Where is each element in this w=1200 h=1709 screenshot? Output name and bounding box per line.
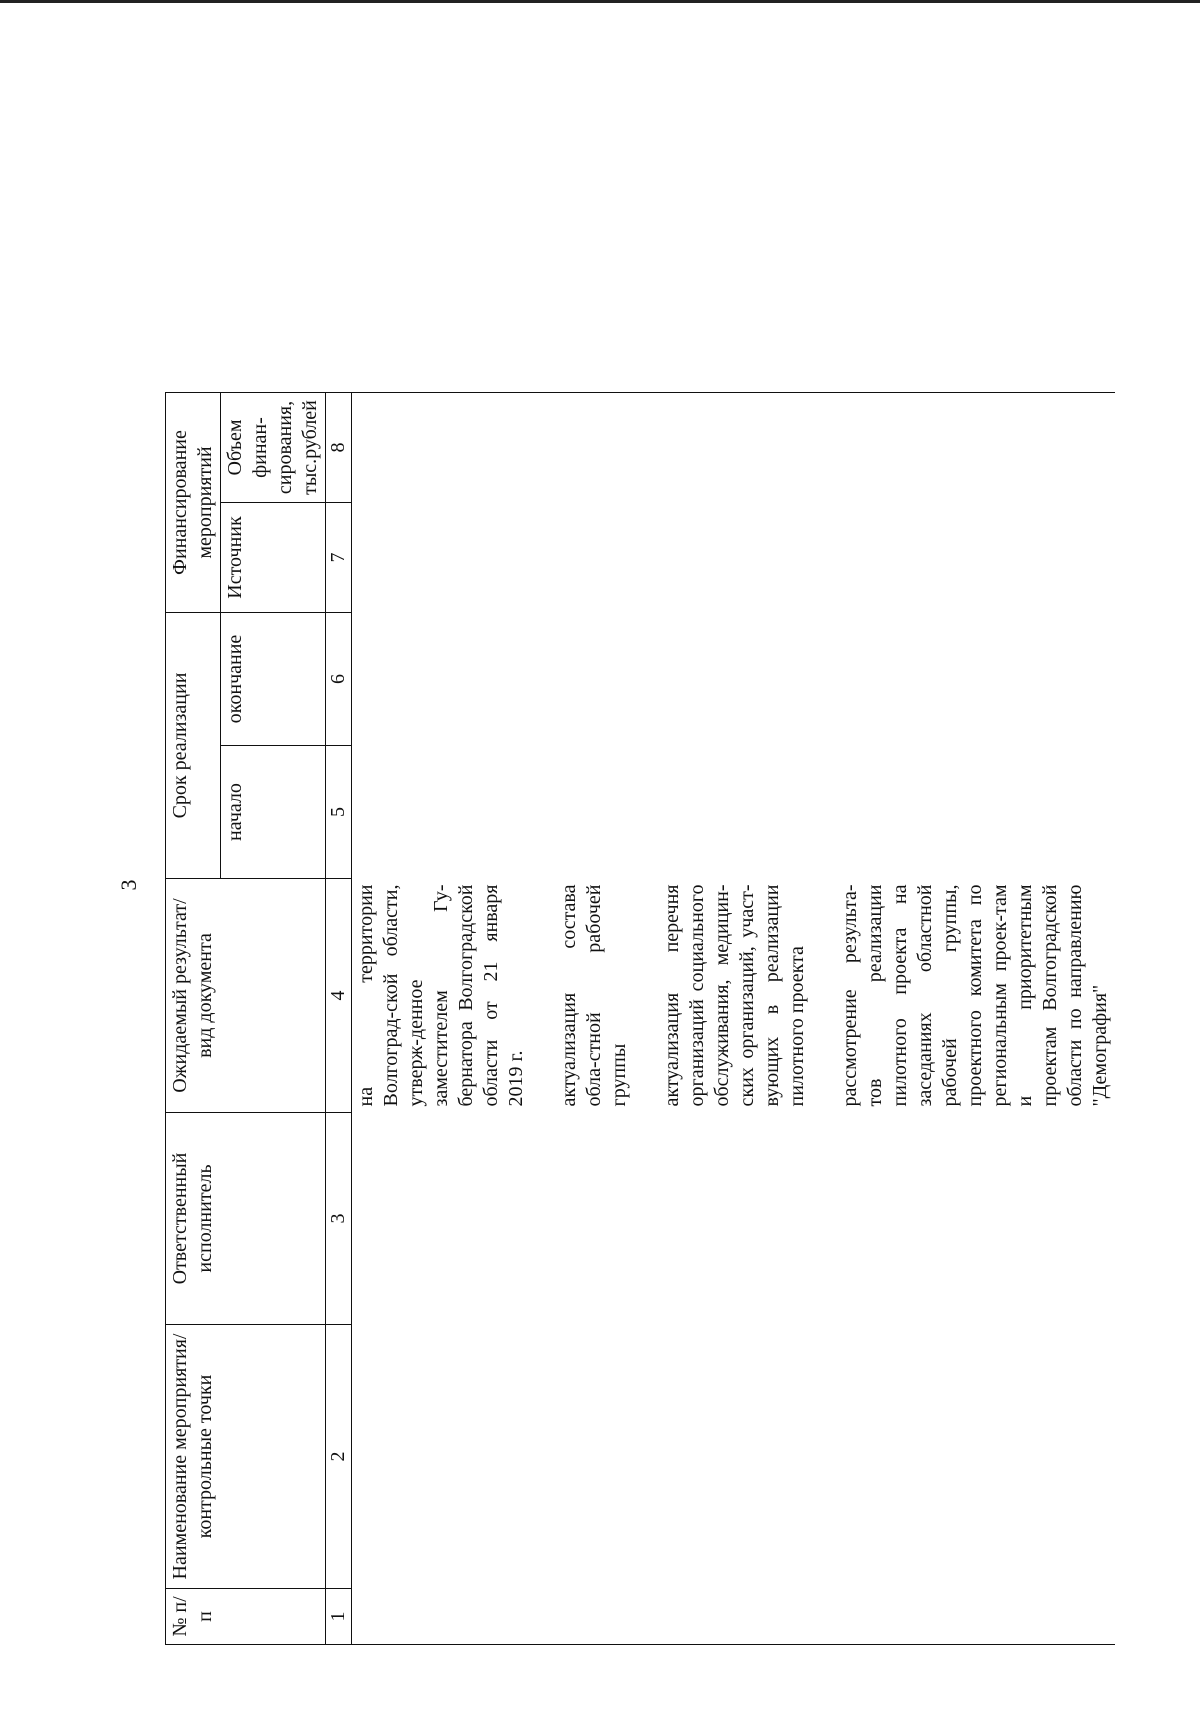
result-text: на территории Волгоград-ской области, утверж-денное заместителем Гу-бернатора Волгоградской области от 21 января 2019 г.: [355, 884, 527, 1107]
cell-empty: [352, 393, 1116, 503]
column-numbers-row: [326, 393, 352, 1645]
header-num: № п/п: [166, 1589, 326, 1645]
header-term: Срок реализации: [166, 613, 221, 879]
plan-table: [165, 392, 1115, 1645]
page-number: 3: [116, 879, 141, 891]
header-financing: Финансирование мероприятий: [166, 393, 221, 613]
header-volume: Объем финан-сирования, тыс.рублей: [221, 393, 326, 503]
header-name: Наименование мероприятия/ контрольные точки: [166, 1325, 326, 1589]
rotated-page: [165, 25, 1200, 1645]
result-text: актуализация состава обла-стной рабочей группы: [558, 884, 630, 1107]
cell-empty: [352, 503, 1116, 613]
column-number: 1: [326, 1589, 352, 1645]
cell-empty: [352, 746, 1116, 879]
header-source: Источник: [221, 503, 326, 613]
cell-empty: [352, 613, 1116, 746]
table-row: [352, 393, 1116, 1645]
cell-empty: [352, 1113, 1116, 1325]
column-number: 7: [326, 503, 352, 613]
result-text: рассмотрение результа-тов реализации пилотного проекта на заседаниях областной рабочей группы, проектного комитета по региональным проек-там и приоритетным проектам Волгоградской области по направлению "Демография": [839, 884, 1111, 1107]
result-cell: [352, 879, 1116, 1113]
cell-empty: [352, 1325, 1116, 1589]
column-number: 2: [326, 1325, 352, 1589]
column-number: 5: [326, 746, 352, 879]
header-term-end: окончание: [221, 613, 326, 746]
cell-empty: [352, 1589, 1116, 1645]
column-number: 4: [326, 879, 352, 1113]
header-result: Ожидаемый результат/ вид документа: [166, 879, 326, 1113]
column-number: 3: [326, 1113, 352, 1325]
result-text: актуализация перечня организаций социального обслуживания, медицин-ских организаций, участ-вующих в реализации пилотного проекта: [661, 884, 808, 1107]
column-number: 8: [326, 393, 352, 503]
column-number: 6: [326, 613, 352, 746]
scan-edge: [0, 0, 1200, 3]
header-term-start: начало: [221, 746, 326, 879]
header-responsible: Ответственный исполнитель: [166, 1113, 326, 1325]
